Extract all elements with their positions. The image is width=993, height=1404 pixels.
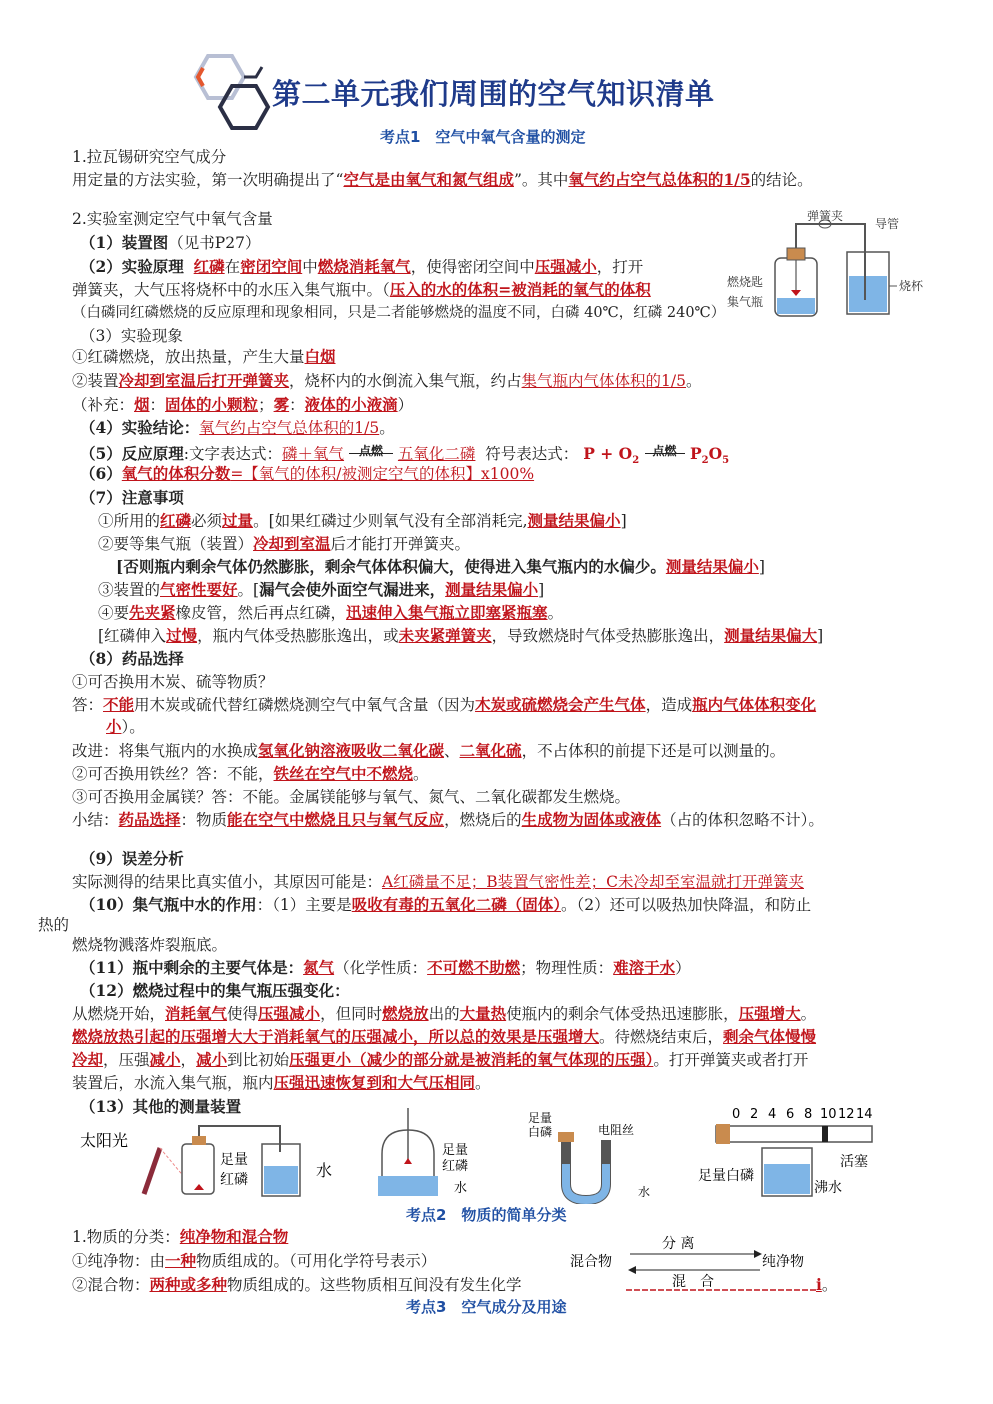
label-pure: 纯净物 xyxy=(762,1254,804,1270)
note-2b: [否则瓶内剩余气体仍然膨胀，剩余气体体积偏大，使得进入集气瓶内的水偏少。测量结果偏小] xyxy=(116,557,765,576)
label-red-p-1: 红磷 xyxy=(220,1172,248,1188)
water-3: 燃烧物溅落炸裂瓶底。 xyxy=(72,936,228,954)
drug-1: ①可否换用木炭、硫等物质？ xyxy=(72,673,274,691)
label-white-p: 白磷 xyxy=(528,1125,553,1139)
hexagon-logo xyxy=(186,52,276,134)
s2-1: （1）装置图（见书P27） xyxy=(80,233,261,252)
section-heading-1: 考点1 空气中氧气含量的测定 xyxy=(380,128,586,146)
scale-14: 14 xyxy=(856,1107,873,1122)
s2-11: （11）瓶中剩余的主要气体是：氮气（化学性质：不可燃不助燃；物理性质：难溶于水） xyxy=(80,958,691,977)
scale-6: 6 xyxy=(786,1107,795,1122)
label-water-1: 水 xyxy=(316,1161,333,1180)
s2-3c: （补充：烟：固体的小颗粒；雾：液体的小液滴） xyxy=(72,395,414,414)
drug-5: ③可否换用金属镁？答：不能。金属镁能够与氧气、氮气、二氧化碳都发生燃烧。 xyxy=(72,788,631,806)
s2-6: （6）氧气的体积分数=【氧气的体积/被测定空气的体积】x100% xyxy=(80,464,535,483)
label-separate: 分 离 xyxy=(662,1236,695,1252)
label-enough-white-2: 足量白磷 xyxy=(698,1168,754,1184)
label-piston: 活塞 xyxy=(840,1154,868,1170)
drug-4: ②可否换用铁丝？答：不能，铁丝在空气中不燃烧。 xyxy=(72,764,429,783)
label-spoon: 燃烧匙 xyxy=(727,275,764,289)
label-tube: 导管 xyxy=(875,217,900,231)
s2-3: （3）实验现象 xyxy=(80,327,183,345)
s2-9: （9）误差分析 xyxy=(80,849,184,868)
section-heading-2: 考点2 物质的简单分类 xyxy=(406,1206,567,1224)
drug-2b: 小）。 xyxy=(106,717,145,736)
label-enough-2: 足量 xyxy=(442,1143,469,1158)
label-spring-clip: 弹簧夹 xyxy=(807,210,844,223)
pressure-1: 从燃烧开始，消耗氧气使得压强减小，但同时燃烧放出的大量热使瓶内的剩余气体受热迅速膨胀，压强增大。 xyxy=(72,1004,817,1023)
page-title: 第二单元我们周围的空气知识清单 xyxy=(272,77,715,111)
note-4: ④要先夹紧橡皮管，然后再点红磷，迅速伸入集气瓶立即塞紧瓶塞。 xyxy=(98,603,564,622)
s2-5: （5）反应原理:文字表达式：磷＋氧气 点燃 五氧化二磷 符号表达式： $P + O_2$ 点燃 $P_2O_5$ xyxy=(80,444,730,467)
s2-2-line3: （白磷同红磷燃烧的反应原理和现象相同，只是二者能够燃烧的温度不同，白磷 40℃，红磷 240℃） xyxy=(72,305,726,321)
scale-4: 4 xyxy=(768,1107,777,1122)
label-mixture: 混合物 xyxy=(570,1254,612,1270)
note-5: [红磷伸入过慢，瓶内气体受热膨胀逸出，或未夹紧弹簧夹，导致燃烧时气体受热膨胀逸出，测量结果偏大] xyxy=(98,626,824,645)
apparatus-figure xyxy=(725,210,945,320)
note-2: ②要等集气瓶（装置）冷却到室温后才能打开弹簧夹。 xyxy=(98,534,471,553)
error-1: 实际测得的结果比真实值小，其原因可能是：A红磷量不足；B装置气密性差；C未冷却至室温就打开弹簧夹 xyxy=(72,873,804,891)
section-heading-3: 考点3 空气成分及用途 xyxy=(406,1298,567,1316)
scale-10: 10 xyxy=(820,1107,837,1122)
class-2: ①纯净物：由一种物质组成的。（可用化学符号表示） xyxy=(72,1251,437,1270)
s2-7: （7）注意事项 xyxy=(80,488,184,507)
drug-2: 答：不能用木炭或硫代替红磷燃烧测空气中氧气含量（因为木炭或硫燃烧会产生气体，造成瓶内气体体积变化 xyxy=(72,695,817,714)
s2-2: （2）实验原理 红磷在密闭空间中燃烧消耗氧气，使得密闭空间中压强减小，打开 xyxy=(80,257,644,276)
drug-summary: 小结：药品选择：物质能在空气中燃烧且只与氧气反应，燃烧后的生成物为固体或液体（占的体积忽略不计）。 xyxy=(72,810,824,829)
scale-12: 12 xyxy=(838,1107,855,1122)
pressure-4: 装置后，水流入集气瓶，瓶内压强迅速恢复到和大气压相同。 xyxy=(72,1073,491,1092)
pressure-2: 燃烧放热引起的压强增大大于消耗氧气的压强减小，所以总的效果是压强增大。待燃烧结束后，剩余气体慢慢 xyxy=(72,1027,817,1046)
label-boiling: 沸水 xyxy=(814,1180,842,1196)
pressure-3: 冷却，压强减小，减小到比初始压强更小（减少的部分就是被消耗的氧气体现的压强）。打开弹簧夹或者打开 xyxy=(72,1050,809,1069)
s2-8: （8）药品选择 xyxy=(80,649,184,668)
s1-text: 用定量的方法实验，第一次明确提出了“空气是由氧气和氮气组成”。其中氧气约占空气总体积的1/5的结论。 xyxy=(72,170,813,189)
other-apparatus-figures xyxy=(70,1104,880,1204)
label-mix: 混 合 xyxy=(672,1274,714,1290)
s2-2-line2: 弹簧夹，大气压将烧杯中的水压入集气瓶中。（压入的水的体积=被消耗的氧气的体积 xyxy=(72,280,651,299)
s2-12: （12）燃烧过程中的集气瓶压强变化： xyxy=(80,981,350,1000)
label-red-p-2: 红磷 xyxy=(442,1159,469,1174)
label-enough-white: 足量 xyxy=(528,1111,553,1125)
label-beaker: 烧杯 xyxy=(899,279,924,293)
scale-2: 2 xyxy=(750,1107,759,1122)
s2-13: （13）其他的测量装置 xyxy=(80,1097,242,1116)
s2-4: （4）实验结论：氧气约占空气总体积的1/5。 xyxy=(80,418,395,437)
scale-0: 0 xyxy=(732,1107,741,1122)
class-3: ②混合物：两种或多种物质组成的。这些物质相互间没有发生化学 xyxy=(72,1275,522,1294)
separation-diagram xyxy=(566,1230,836,1292)
label-enough-1: 足量 xyxy=(220,1152,248,1168)
water-2: 热的 xyxy=(38,916,70,934)
scale-labels xyxy=(732,1107,873,1122)
note-1: ①所用的红磷必须过量。[如果红磷过少则氧气没有全部消耗完,测量结果偏小] xyxy=(98,511,627,530)
label-resistor: 电阻丝 xyxy=(598,1123,635,1137)
drug-3: 改进：将集气瓶内的水换成氢氧化钠溶液吸收二氧化碳、二氧化硫，不占体积的前提下还是可以测量的。 xyxy=(72,741,786,760)
s2-3b: ②装置冷却到室温后打开弹簧夹，烧杯内的水倒流入集气瓶，约占集气瓶内气体体积的1/5。 xyxy=(72,371,702,390)
note-3: ③装置的气密性要好。[漏气会使外面空气漏进来，测量结果偏小] xyxy=(98,580,545,599)
s1-heading: 1.拉瓦锡研究空气成分 xyxy=(72,148,227,166)
label-sunlight: 太阳光 xyxy=(80,1131,129,1150)
label-water-3: 水 xyxy=(638,1185,651,1199)
label-bottle: 集气瓶 xyxy=(727,295,764,309)
class-1: 1.物质的分类：纯净物和混合物 xyxy=(72,1227,289,1246)
scale-8: 8 xyxy=(804,1107,813,1122)
s2-heading: 2.实验室测定空气中氧气含量 xyxy=(72,210,273,228)
s2-10: （10）集气瓶中水的作用：（1）主要是吸收有毒的五氧化二磷（固体）。（2）还可以吸热加快降温，和防止 xyxy=(80,895,812,914)
s2-3a: ①红磷燃烧，放出热量，产生大量白烟 xyxy=(72,347,336,366)
label-water-2: 水 xyxy=(454,1181,468,1196)
class-3-tail: i。 xyxy=(816,1275,838,1294)
